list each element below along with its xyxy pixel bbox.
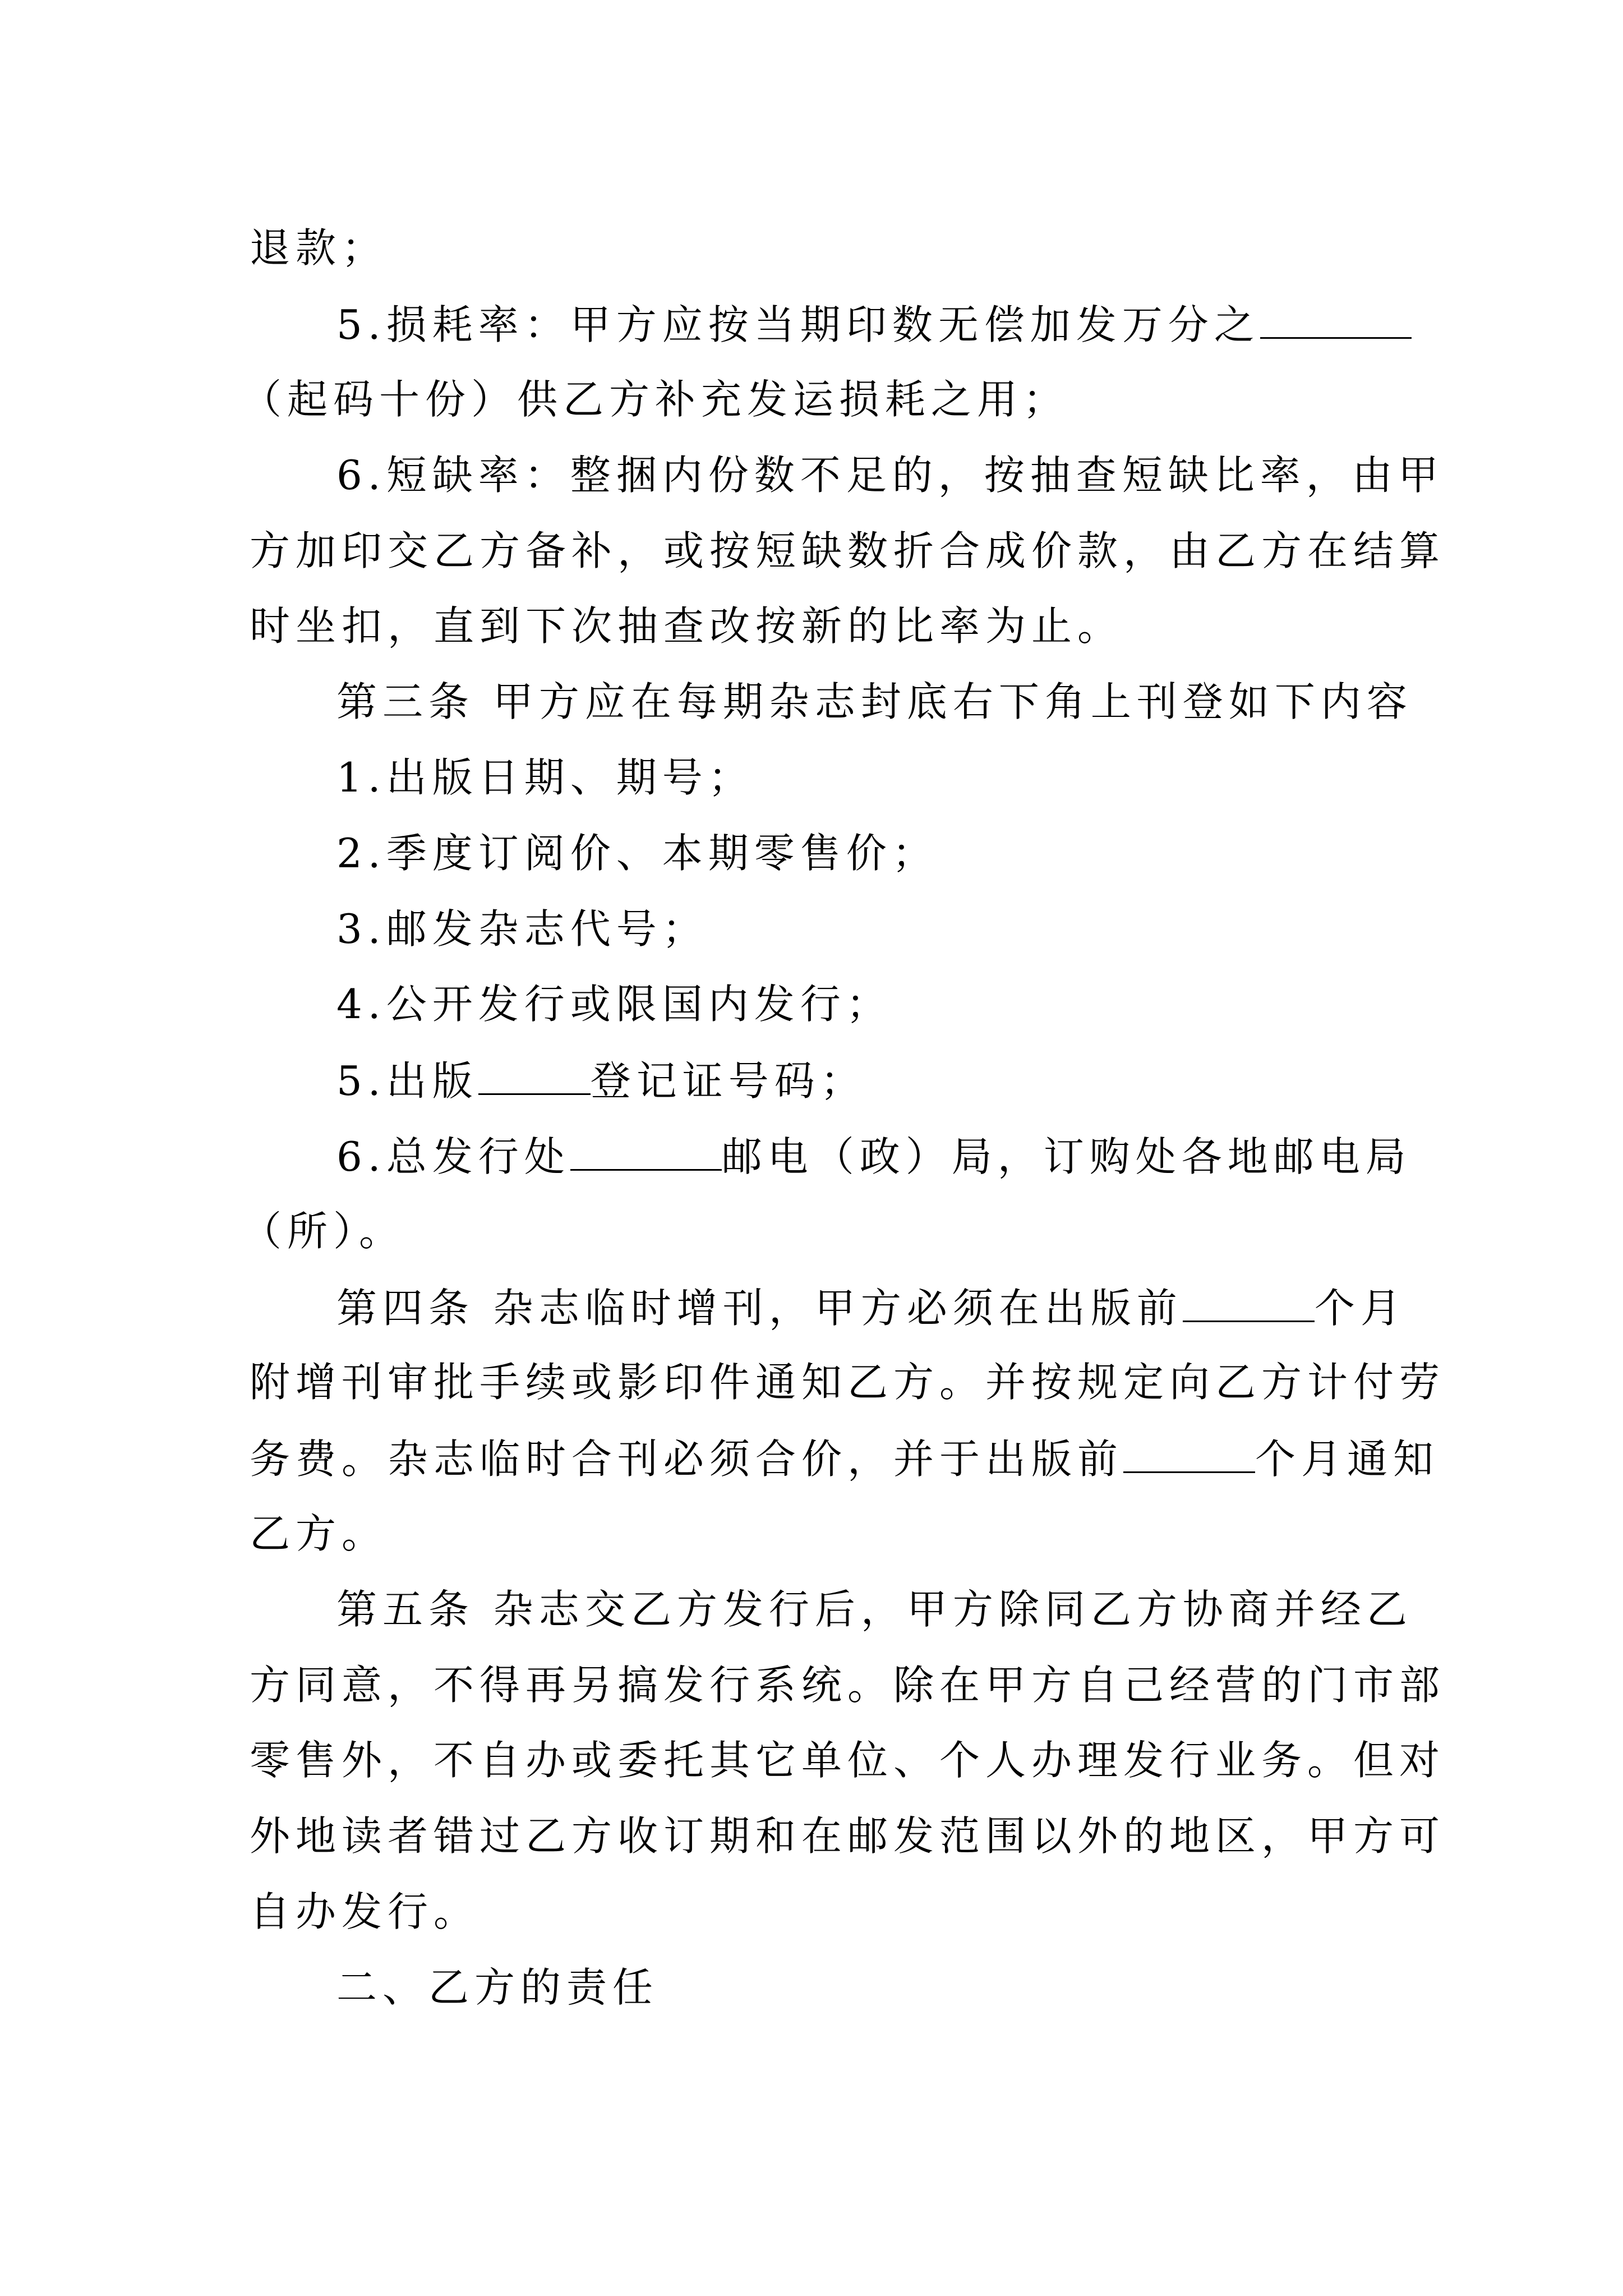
text-line: 第三条 甲方应在每期杂志封底右下角上刊登如下内容 xyxy=(336,678,1413,725)
text-line: （起码十份）供乙方补充发运损耗之用； xyxy=(241,376,1069,423)
text-line xyxy=(336,1285,1623,1332)
text-line: 4.公开发行或限国内发行； xyxy=(336,981,892,1028)
blank-field xyxy=(1123,1438,1255,1473)
text-line: 时坐扣，直到下次抽查改按新的比率为止。 xyxy=(250,602,1124,650)
text-segment: 邮电（政）局，订购处各地邮电局 xyxy=(721,1133,1412,1180)
blank-field xyxy=(570,1135,722,1171)
text-line: 1.出版日期、期号； xyxy=(336,754,754,801)
text-line xyxy=(250,1435,1623,1483)
text-line: 3.邮发杂志代号； xyxy=(336,905,708,953)
text-segment: 个月 xyxy=(1314,1285,1407,1332)
text-line xyxy=(336,1057,1623,1105)
text-line: （所）。 xyxy=(241,1208,405,1255)
blank-field xyxy=(1260,303,1412,339)
blank-field xyxy=(1183,1287,1315,1322)
text-line: 方同意，不得再另搞发行系统。除在甲方自己经营的门市部 xyxy=(250,1662,1446,1709)
text-line: 第五条 杂志交乙方发行后，甲方除同乙方协商并经乙 xyxy=(336,1586,1413,1633)
text-line: 零售外，不自办或委托其它单位、个人办理发行业务。但对 xyxy=(250,1737,1446,1784)
text-segment: 务费。杂志临时合刊必须合价，并于出版前 xyxy=(250,1435,1124,1483)
text-segment: 5.出版 xyxy=(336,1057,478,1105)
text-line xyxy=(336,301,1623,348)
text-line: 乙方。 xyxy=(250,1510,388,1557)
text-line: 方加印交乙方备补，或按短缺数折合成价款，由乙方在结算 xyxy=(250,527,1446,574)
text-line: 2.季度订阅价、本期零售价； xyxy=(336,830,938,877)
text-segment: 个月通知 xyxy=(1255,1435,1440,1483)
text-segment: 第四条 杂志临时增刊，甲方必须在出版前 xyxy=(336,1285,1183,1332)
text-line: 自办发行。 xyxy=(250,1888,480,1935)
text-line: 附增刊审批手续或影印件通知乙方。并按规定向乙方计付劳 xyxy=(250,1359,1446,1406)
text-line: 退款； xyxy=(250,224,388,272)
text-segment: 6.总发行处 xyxy=(336,1133,570,1180)
text-line: 6.短缺率：整捆内份数不足的，按抽查短缺比率，由甲 xyxy=(336,452,1444,499)
blank-field xyxy=(478,1060,591,1095)
text-segment: 登记证号码； xyxy=(590,1057,866,1105)
text-line: 外地读者错过乙方收订期和在邮发范围以外的地区，甲方可 xyxy=(250,1812,1446,1860)
section-heading: 二、乙方的责任 xyxy=(336,1964,659,2011)
text-line xyxy=(336,1133,1623,1180)
text-segment: 5.损耗率：甲方应按当期印数无偿加发万分之 xyxy=(336,301,1260,348)
